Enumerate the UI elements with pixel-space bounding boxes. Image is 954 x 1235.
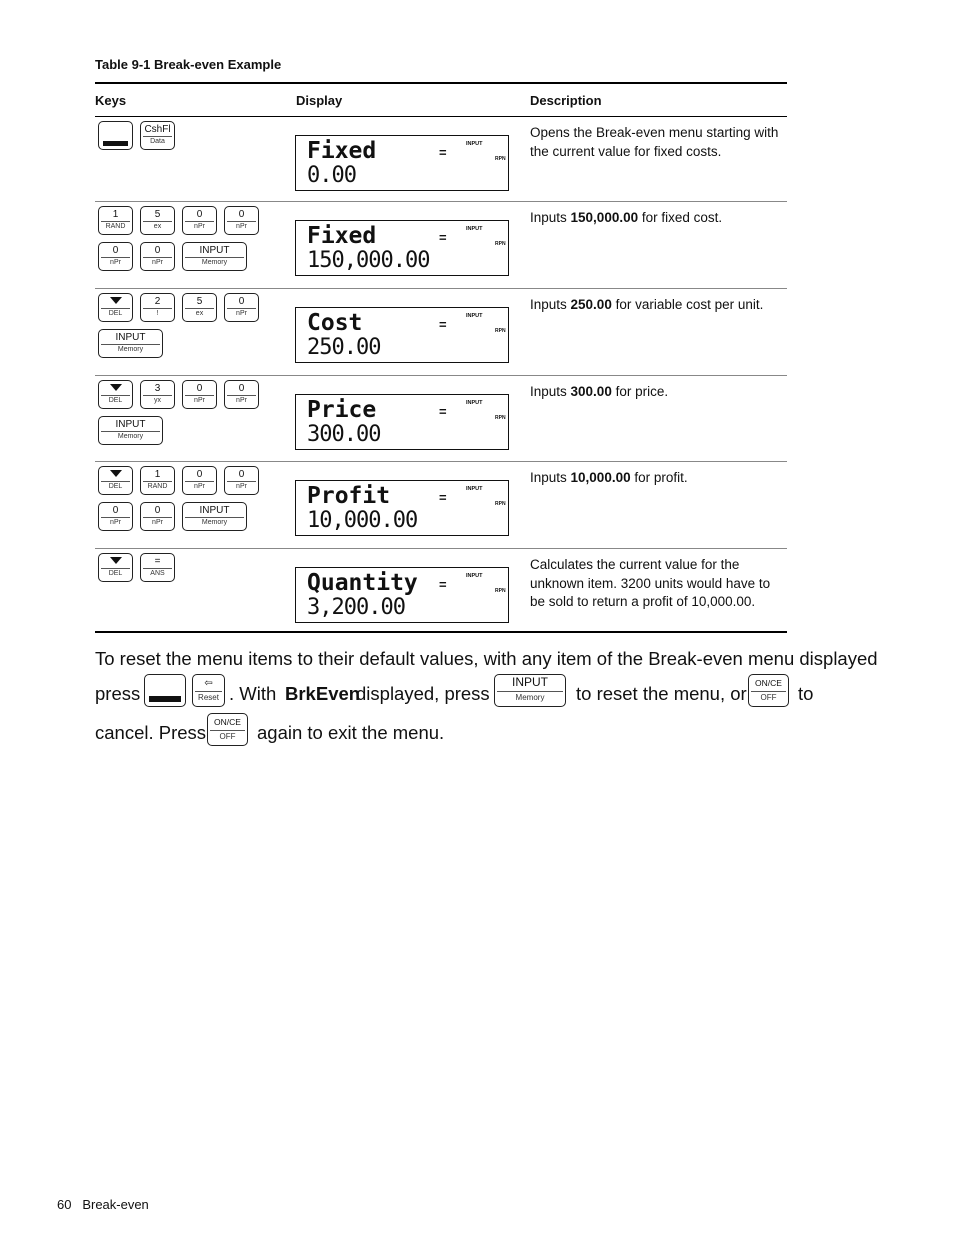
paragraph-line-1: To reset the menu items to their default values, with any item of the Break-even menu displayed (95, 648, 878, 669)
lcd-display (295, 220, 509, 276)
calculator-key (182, 293, 217, 322)
calculator-key (98, 502, 133, 531)
key-secondary-label: nPr (236, 397, 247, 404)
calculator-key (224, 380, 259, 409)
rpn-annunciator: RPN (495, 241, 506, 247)
calculator-key (182, 206, 217, 235)
shift-key (144, 674, 186, 707)
calculator-key (182, 380, 217, 409)
key-secondary-label: DEL (108, 483, 123, 490)
lcd-display (295, 394, 509, 450)
key-secondary-label: nPr (194, 483, 205, 490)
key-primary-label: 0 (154, 505, 161, 516)
calculator-key (140, 206, 175, 235)
down-arrow-key (98, 553, 133, 582)
table-row (95, 202, 787, 289)
calculator-key (140, 466, 175, 495)
calculator-key (182, 242, 247, 271)
key-primary-label: = (154, 556, 161, 567)
key-line (98, 121, 288, 150)
display-line-2: 150,000.00 (307, 248, 430, 273)
description-text: Calculates the current value for the unknown item. 3200 units would have to be sold to return a profit of 10,000.00. (530, 557, 771, 609)
shift-bar (149, 696, 181, 702)
calculator-key (224, 293, 259, 322)
key-primary-label: 0 (112, 505, 119, 516)
break-even-table (95, 82, 787, 633)
table-row (95, 289, 787, 376)
table-header (95, 84, 787, 117)
calculator-key (140, 293, 175, 322)
key-secondary-label: nPr (236, 483, 247, 490)
display-equals: = (439, 145, 447, 160)
key-secondary-label: ex (153, 223, 162, 230)
description-text: for price. (611, 384, 669, 399)
display-line-2: 250.00 (307, 335, 381, 360)
paragraph-with: . With (229, 683, 277, 704)
key-primary-label: INPUT (115, 332, 146, 343)
calculator-key (98, 416, 163, 445)
description-value: 300.00 (570, 384, 612, 399)
key-secondary-label: DEL (108, 310, 123, 317)
key-sequence (98, 121, 288, 157)
reset-key-bottom: Reset (198, 693, 219, 702)
calculator-key (98, 206, 133, 235)
calculator-key (224, 206, 259, 235)
calculator-key (140, 380, 175, 409)
down-arrow-icon (110, 384, 122, 391)
key-secondary-label: DEL (108, 570, 123, 577)
rpn-annunciator: RPN (495, 156, 506, 162)
key-secondary-label: nPr (152, 519, 163, 526)
display-line-2: 10,000.00 (307, 508, 418, 533)
key-secondary-label: nPr (194, 223, 205, 230)
display-line-2: 3,200.00 (307, 595, 405, 620)
key-sequence (98, 206, 288, 278)
description-text: Inputs (530, 384, 571, 399)
key-line (98, 416, 288, 445)
key-separator (751, 691, 786, 692)
key-secondary-label: ex (195, 310, 204, 317)
display-line-1: Profit (307, 483, 391, 509)
key-primary-label: 5 (154, 209, 161, 220)
header-keys: Keys (95, 93, 127, 108)
shift-bar (103, 141, 128, 146)
key-line (98, 293, 288, 322)
key-primary-label: 0 (196, 383, 203, 394)
key-secondary-label: RAND (147, 483, 168, 490)
down-arrow-icon (110, 557, 122, 564)
key-sequence (98, 466, 288, 538)
display-line-2: 300.00 (307, 422, 381, 447)
display-equals: = (439, 317, 447, 332)
display-line-1: Fixed (307, 223, 377, 249)
on-ce-key-top: ON/CE (755, 678, 782, 688)
calculator-key (140, 121, 175, 150)
key-secondary-label: nPr (152, 259, 163, 266)
key-line (98, 242, 288, 271)
row-description (530, 469, 784, 488)
calculator-key (98, 242, 133, 271)
input-key-bottom: Memory (515, 693, 545, 702)
key-separator (195, 691, 222, 692)
paragraph-to-reset: to reset the menu, or (576, 683, 747, 704)
lcd-display (295, 135, 509, 191)
input-annunciator: INPUT (466, 400, 483, 406)
shift-key (98, 121, 133, 150)
key-line (98, 466, 288, 495)
display-line-1: Quantity (307, 570, 418, 596)
key-secondary-label: ANS (150, 570, 165, 577)
calculator-key (98, 329, 163, 358)
description-text: for fixed cost. (638, 210, 723, 225)
description-value: 150,000.00 (570, 210, 639, 225)
input-annunciator: INPUT (466, 141, 483, 147)
key-primary-label: 0 (238, 383, 245, 394)
row-description (530, 209, 784, 228)
rpn-annunciator: RPN (495, 588, 506, 594)
row-description (530, 556, 784, 612)
calculator-key (224, 466, 259, 495)
input-annunciator: INPUT (466, 313, 483, 319)
key-line (98, 380, 288, 409)
input-key-top: INPUT (512, 675, 548, 689)
calculator-key (140, 502, 175, 531)
key-primary-label: 0 (196, 469, 203, 480)
input-annunciator: INPUT (466, 573, 483, 579)
key-secondary-label: DEL (108, 397, 123, 404)
down-arrow-key (98, 466, 133, 495)
on-ce-key-2-top: ON/CE (214, 717, 241, 727)
header-description: Description (530, 93, 602, 108)
description-value: 250.00 (570, 297, 612, 312)
key-primary-label: 5 (196, 296, 203, 307)
key-sequence (98, 293, 288, 365)
on-ce-key-bottom: OFF (760, 693, 777, 702)
key-primary-label: 0 (196, 209, 203, 220)
down-arrow-key (98, 380, 133, 409)
down-arrow-icon (110, 297, 122, 304)
key-primary-label: 1 (154, 469, 161, 480)
key-line (98, 502, 288, 531)
key-primary-label: 0 (112, 245, 119, 256)
key-secondary-label: ! (156, 310, 159, 317)
input-annunciator: INPUT (466, 226, 483, 232)
table-row (95, 462, 787, 549)
paragraph-to: to (798, 683, 814, 704)
key-primary-label: CshFl (144, 124, 171, 135)
paragraph-again: again to exit the menu. (257, 722, 445, 743)
calculator-key (182, 466, 217, 495)
key-primary-label: 0 (238, 209, 245, 220)
key-primary-label: INPUT (199, 245, 230, 256)
key-primary-label: 2 (154, 296, 161, 307)
key-separator (497, 691, 563, 692)
key-line (98, 553, 288, 582)
table-row (95, 117, 787, 202)
reset-key-top: ⇦ (204, 678, 213, 689)
down-arrow-icon (110, 470, 122, 477)
key-secondary-label: Data (150, 138, 165, 145)
key-primary-label: 0 (238, 296, 245, 307)
rpn-annunciator: RPN (495, 415, 506, 421)
description-text: for profit. (630, 470, 688, 485)
input-annunciator: INPUT (466, 486, 483, 492)
row-description (530, 296, 784, 315)
display-equals: = (439, 577, 447, 592)
paragraph-brkeven: BrkEven (285, 683, 361, 704)
key-sequence (98, 553, 288, 589)
display-equals: = (439, 404, 447, 419)
on-ce-key-2-bottom: OFF (219, 732, 236, 741)
rpn-annunciator: RPN (495, 501, 506, 507)
key-secondary-label: nPr (236, 223, 247, 230)
display-line-2: 0.00 (307, 163, 356, 188)
description-text: for variable cost per unit. (611, 297, 764, 312)
description-text: Inputs (530, 297, 571, 312)
page-number: 60 (57, 1197, 72, 1212)
input-key (494, 674, 566, 707)
key-primary-label: 0 (154, 245, 161, 256)
table-caption: Table 9-1 Break-even Example (95, 57, 282, 72)
key-secondary-label: Memory (201, 519, 228, 526)
lcd-display (295, 480, 509, 536)
key-sequence (98, 380, 288, 452)
header-display: Display (296, 93, 343, 108)
key-primary-label: INPUT (115, 419, 146, 430)
calculator-key (140, 242, 175, 271)
display-line-1: Cost (307, 310, 363, 336)
key-primary-label: 1 (112, 209, 119, 220)
display-equals: = (439, 230, 447, 245)
lcd-display (295, 567, 509, 623)
description-text: Opens the Break-even menu starting with the current value for fixed costs. (530, 125, 779, 159)
key-secondary-label: RAND (105, 223, 126, 230)
calculator-key (182, 502, 247, 531)
on-ce-key-2 (207, 713, 248, 746)
description-text: Inputs (530, 470, 571, 485)
row-description (530, 124, 784, 161)
description-value: 10,000.00 (570, 470, 631, 485)
key-secondary-label: Memory (117, 433, 144, 440)
display-equals: = (439, 490, 447, 505)
paragraph-displayed-press: displayed, press (356, 683, 490, 704)
page-footer (57, 1197, 149, 1212)
paragraph-cancel-press: cancel. Press (95, 722, 207, 743)
key-primary-label: 0 (238, 469, 245, 480)
table-row (95, 376, 787, 462)
down-arrow-key (98, 293, 133, 322)
display-line-1: Fixed (307, 138, 377, 164)
on-ce-key (748, 674, 789, 707)
row-description (530, 383, 784, 402)
footer-section: Break-even (82, 1197, 149, 1212)
key-secondary-label: nPr (236, 310, 247, 317)
key-secondary-label: Memory (201, 259, 228, 266)
calculator-key (140, 553, 175, 582)
key-secondary-label: Memory (117, 346, 144, 353)
key-secondary-label: yx (154, 397, 161, 404)
key-separator (210, 730, 245, 731)
lcd-display (295, 307, 509, 363)
key-secondary-label: nPr (110, 259, 121, 266)
key-secondary-label: nPr (194, 397, 205, 404)
display-line-1: Price (307, 397, 377, 423)
key-primary-label: INPUT (199, 505, 230, 516)
table-row (95, 549, 787, 631)
rpn-annunciator: RPN (495, 328, 506, 334)
key-line (98, 329, 288, 358)
reset-key (192, 674, 225, 707)
description-text: Inputs (530, 210, 571, 225)
key-line (98, 206, 288, 235)
key-secondary-label: nPr (110, 519, 121, 526)
paragraph-press-1: press (95, 683, 141, 704)
key-primary-label: 3 (154, 383, 161, 394)
